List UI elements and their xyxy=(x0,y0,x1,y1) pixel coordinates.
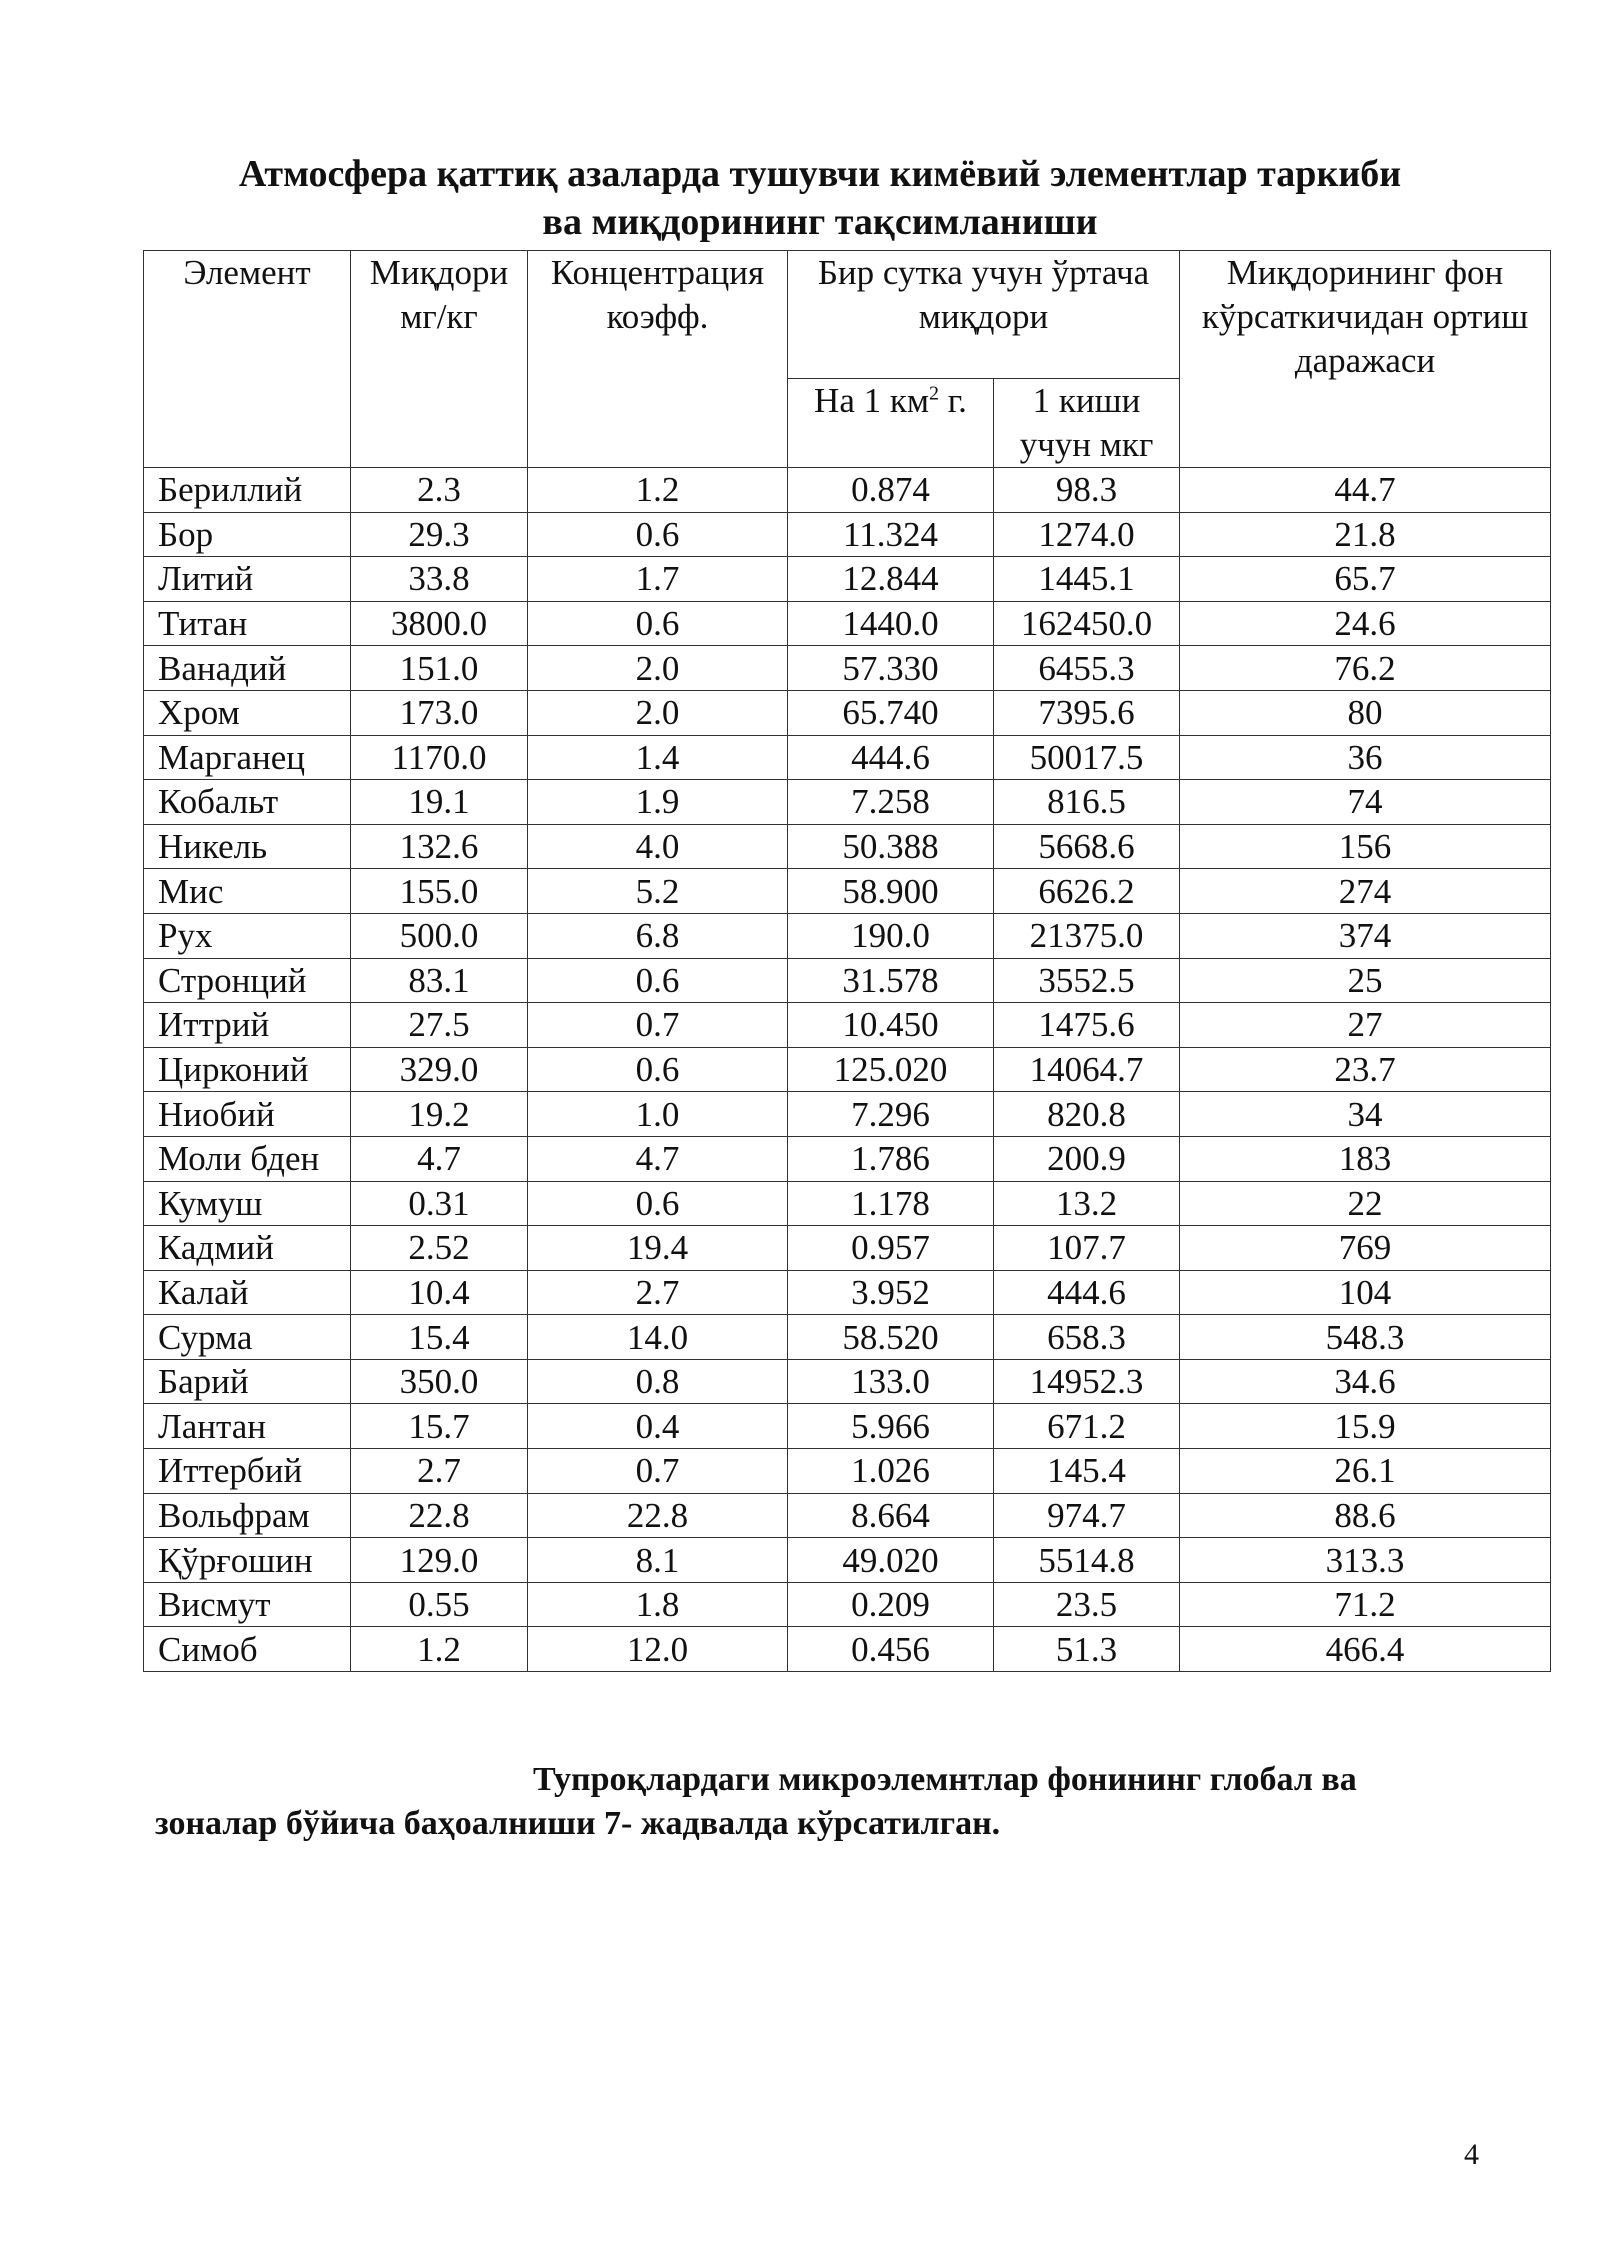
cell-amount: 0.31 xyxy=(351,1181,528,1226)
cell-per-person: 658.3 xyxy=(994,1315,1180,1360)
cell-amount: 500.0 xyxy=(351,913,528,958)
cell-excess: 21.8 xyxy=(1180,512,1551,557)
cell-element: Марганец xyxy=(144,735,351,780)
cell-excess: 34.6 xyxy=(1180,1359,1551,1404)
cell-amount: 4.7 xyxy=(351,1136,528,1181)
cell-concentration: 0.6 xyxy=(528,1047,788,1092)
cell-element: Титан xyxy=(144,601,351,646)
cell-element: Хром xyxy=(144,690,351,735)
cell-concentration: 19.4 xyxy=(528,1226,788,1271)
cell-amount: 15.4 xyxy=(351,1315,528,1360)
cell-per-person: 162450.0 xyxy=(994,601,1180,646)
cell-excess: 22 xyxy=(1180,1181,1551,1226)
cell-per-km2: 7.258 xyxy=(788,780,994,825)
cell-per-km2: 58.900 xyxy=(788,869,994,914)
cell-element: Симоб xyxy=(144,1627,351,1672)
cell-per-person: 107.7 xyxy=(994,1226,1180,1271)
cell-per-km2: 1.026 xyxy=(788,1449,994,1494)
table-body xyxy=(144,468,1551,1672)
table-row xyxy=(144,1136,1551,1181)
table-row xyxy=(144,512,1551,557)
cell-per-km2: 57.330 xyxy=(788,646,994,691)
cell-amount: 2.7 xyxy=(351,1449,528,1494)
cell-element: Кумуш xyxy=(144,1181,351,1226)
table-row xyxy=(144,1092,1551,1137)
cell-concentration: 2.0 xyxy=(528,690,788,735)
cell-per-person: 816.5 xyxy=(994,780,1180,825)
cell-concentration: 0.6 xyxy=(528,958,788,1003)
cell-amount: 151.0 xyxy=(351,646,528,691)
cell-element: Мис xyxy=(144,869,351,914)
note-line-1: Тупроқлардаги микроэлемнтлар фонининг глобал ва xyxy=(533,1761,1357,1798)
cell-element: Ванадий xyxy=(144,646,351,691)
cell-excess: 65.7 xyxy=(1180,557,1551,602)
cell-concentration: 1.8 xyxy=(528,1582,788,1627)
cell-per-person: 3552.5 xyxy=(994,958,1180,1003)
header-excess-level: Миқдорининг фон кўрсаткичидан ортиш даражаси xyxy=(1180,251,1551,468)
cell-concentration: 1.9 xyxy=(528,780,788,825)
table-row xyxy=(144,1226,1551,1271)
header-daily-average: Бир сутка учун ўртача миқдори xyxy=(788,251,1180,379)
cell-element: Висмут xyxy=(144,1582,351,1627)
cell-per-km2: 190.0 xyxy=(788,913,994,958)
cell-per-person: 50017.5 xyxy=(994,735,1180,780)
cell-per-km2: 0.957 xyxy=(788,1226,994,1271)
cell-excess: 26.1 xyxy=(1180,1449,1551,1494)
cell-per-person: 14064.7 xyxy=(994,1047,1180,1092)
cell-element: Цирконий xyxy=(144,1047,351,1092)
cell-per-km2: 65.740 xyxy=(788,690,994,735)
cell-per-person: 23.5 xyxy=(994,1582,1180,1627)
title-line-1: Атмосфера қаттиқ азаларда тушувчи кимёвий элементлар таркиби xyxy=(238,153,1402,195)
cell-element: Вольфрам xyxy=(144,1493,351,1538)
table-row xyxy=(144,1181,1551,1226)
cell-element: Иттрий xyxy=(144,1003,351,1048)
cell-concentration: 0.6 xyxy=(528,601,788,646)
cell-concentration: 0.6 xyxy=(528,512,788,557)
cell-excess: 25 xyxy=(1180,958,1551,1003)
cell-per-km2: 49.020 xyxy=(788,1538,994,1583)
cell-excess: 44.7 xyxy=(1180,468,1551,513)
cell-element: Никель xyxy=(144,824,351,869)
cell-element: Сурма xyxy=(144,1315,351,1360)
cell-amount: 0.55 xyxy=(351,1582,528,1627)
cell-excess: 183 xyxy=(1180,1136,1551,1181)
table-row xyxy=(144,1270,1551,1315)
cell-concentration: 0.6 xyxy=(528,1181,788,1226)
cell-per-person: 200.9 xyxy=(994,1136,1180,1181)
cell-amount: 33.8 xyxy=(351,557,528,602)
cell-excess: 466.4 xyxy=(1180,1627,1551,1672)
cell-amount: 329.0 xyxy=(351,1047,528,1092)
table-row xyxy=(144,1047,1551,1092)
cell-per-person: 6455.3 xyxy=(994,646,1180,691)
cell-per-person: 7395.6 xyxy=(994,690,1180,735)
cell-per-km2: 50.388 xyxy=(788,824,994,869)
cell-element: Ниобий xyxy=(144,1092,351,1137)
cell-concentration: 0.7 xyxy=(528,1003,788,1048)
footnote-text xyxy=(155,1758,1455,1846)
cell-amount: 132.6 xyxy=(351,824,528,869)
table-row xyxy=(144,557,1551,602)
table-row xyxy=(144,690,1551,735)
header-per-person: 1 киши учун мкг xyxy=(994,379,1180,468)
cell-amount: 19.2 xyxy=(351,1092,528,1137)
header-per-km2: На 1 $км^2$ г. xyxy=(788,379,994,468)
table-row xyxy=(144,735,1551,780)
note-line-2: зоналар бўйича баҳоалниши 7- жадвалда кўрсатилган. xyxy=(155,1805,1001,1842)
cell-per-km2: 31.578 xyxy=(788,958,994,1003)
cell-per-km2: 12.844 xyxy=(788,557,994,602)
cell-amount: 173.0 xyxy=(351,690,528,735)
cell-concentration: 4.7 xyxy=(528,1136,788,1181)
cell-per-person: 14952.3 xyxy=(994,1359,1180,1404)
table-row xyxy=(144,824,1551,869)
cell-per-km2: 1440.0 xyxy=(788,601,994,646)
cell-per-km2: 0.456 xyxy=(788,1627,994,1672)
cell-concentration: 2.7 xyxy=(528,1270,788,1315)
cell-element: Кадмий xyxy=(144,1226,351,1271)
cell-per-person: 820.8 xyxy=(994,1092,1180,1137)
cell-excess: 76.2 xyxy=(1180,646,1551,691)
cell-element: Барий xyxy=(144,1359,351,1404)
cell-element: Моли бден xyxy=(144,1136,351,1181)
cell-amount: 129.0 xyxy=(351,1538,528,1583)
table-row xyxy=(144,1538,1551,1583)
cell-per-person: 1475.6 xyxy=(994,1003,1180,1048)
cell-excess: 274 xyxy=(1180,869,1551,914)
cell-concentration: 1.2 xyxy=(528,468,788,513)
cell-amount: 2.52 xyxy=(351,1226,528,1271)
table-row xyxy=(144,1359,1551,1404)
cell-concentration: 0.8 xyxy=(528,1359,788,1404)
table-row xyxy=(144,601,1551,646)
cell-excess: 548.3 xyxy=(1180,1315,1551,1360)
cell-excess: 71.2 xyxy=(1180,1582,1551,1627)
cell-per-person: 13.2 xyxy=(994,1181,1180,1226)
cell-per-km2: 7.296 xyxy=(788,1092,994,1137)
cell-amount: 3800.0 xyxy=(351,601,528,646)
page-title xyxy=(140,150,1500,246)
cell-excess: 769 xyxy=(1180,1226,1551,1271)
cell-per-km2: 444.6 xyxy=(788,735,994,780)
cell-excess: 374 xyxy=(1180,913,1551,958)
cell-excess: 74 xyxy=(1180,780,1551,825)
cell-concentration: 1.0 xyxy=(528,1092,788,1137)
cell-per-km2: 58.520 xyxy=(788,1315,994,1360)
cell-concentration: 5.2 xyxy=(528,869,788,914)
cell-element: Литий xyxy=(144,557,351,602)
cell-element: Иттербий xyxy=(144,1449,351,1494)
cell-element: Стронций xyxy=(144,958,351,1003)
table-row xyxy=(144,1003,1551,1048)
cell-concentration: 22.8 xyxy=(528,1493,788,1538)
table-row xyxy=(144,646,1551,691)
table-header xyxy=(144,251,1551,468)
table-row xyxy=(144,1493,1551,1538)
cell-per-person: 1445.1 xyxy=(994,557,1180,602)
cell-per-km2: 0.209 xyxy=(788,1582,994,1627)
cell-concentration: 4.0 xyxy=(528,824,788,869)
cell-concentration: 1.4 xyxy=(528,735,788,780)
table-row xyxy=(144,468,1551,513)
cell-excess: 80 xyxy=(1180,690,1551,735)
page-number: 4 xyxy=(1464,2138,1479,2171)
table-row xyxy=(144,869,1551,914)
cell-excess: 88.6 xyxy=(1180,1493,1551,1538)
elements-table xyxy=(143,250,1551,1672)
cell-amount: 22.8 xyxy=(351,1493,528,1538)
cell-amount: 15.7 xyxy=(351,1404,528,1449)
table-row xyxy=(144,1449,1551,1494)
cell-element: Кобальт xyxy=(144,780,351,825)
cell-per-km2: 0.874 xyxy=(788,468,994,513)
header-element: Элемент xyxy=(144,251,351,468)
cell-per-person: 6626.2 xyxy=(994,869,1180,914)
cell-per-km2: 133.0 xyxy=(788,1359,994,1404)
cell-amount: 155.0 xyxy=(351,869,528,914)
table-row xyxy=(144,1404,1551,1449)
header-amount: Миқдори мг/кг xyxy=(351,251,528,468)
cell-concentration: 8.1 xyxy=(528,1538,788,1583)
cell-per-km2: 10.450 xyxy=(788,1003,994,1048)
cell-excess: 24.6 xyxy=(1180,601,1551,646)
table-row xyxy=(144,958,1551,1003)
cell-concentration: 6.8 xyxy=(528,913,788,958)
cell-excess: 36 xyxy=(1180,735,1551,780)
cell-excess: 313.3 xyxy=(1180,1538,1551,1583)
cell-amount: 19.1 xyxy=(351,780,528,825)
cell-per-km2: 3.952 xyxy=(788,1270,994,1315)
cell-amount: 350.0 xyxy=(351,1359,528,1404)
cell-amount: 1170.0 xyxy=(351,735,528,780)
cell-per-person: 444.6 xyxy=(994,1270,1180,1315)
cell-concentration: 1.7 xyxy=(528,557,788,602)
cell-concentration: 0.7 xyxy=(528,1449,788,1494)
cell-per-km2: 11.324 xyxy=(788,512,994,557)
cell-concentration: 2.0 xyxy=(528,646,788,691)
cell-excess: 23.7 xyxy=(1180,1047,1551,1092)
table-row xyxy=(144,780,1551,825)
cell-per-person: 145.4 xyxy=(994,1449,1180,1494)
header-concentration: Концентрация коэфф. xyxy=(528,251,788,468)
title-line-2: ва миқдорининг тақсимланиши xyxy=(542,201,1098,243)
cell-excess: 104 xyxy=(1180,1270,1551,1315)
cell-element: Рух xyxy=(144,913,351,958)
cell-amount: 10.4 xyxy=(351,1270,528,1315)
cell-excess: 156 xyxy=(1180,824,1551,869)
cell-per-person: 51.3 xyxy=(994,1627,1180,1672)
cell-per-person: 5668.6 xyxy=(994,824,1180,869)
cell-per-person: 974.7 xyxy=(994,1493,1180,1538)
cell-element: Лантан xyxy=(144,1404,351,1449)
cell-excess: 27 xyxy=(1180,1003,1551,1048)
cell-concentration: 14.0 xyxy=(528,1315,788,1360)
cell-amount: 2.3 xyxy=(351,468,528,513)
cell-amount: 29.3 xyxy=(351,512,528,557)
table-row xyxy=(144,913,1551,958)
cell-amount: 1.2 xyxy=(351,1627,528,1672)
cell-concentration: 12.0 xyxy=(528,1627,788,1672)
cell-per-km2: 5.966 xyxy=(788,1404,994,1449)
cell-per-person: 21375.0 xyxy=(994,913,1180,958)
cell-element: Бериллий xyxy=(144,468,351,513)
table-row xyxy=(144,1582,1551,1627)
cell-excess: 34 xyxy=(1180,1092,1551,1137)
cell-per-person: 5514.8 xyxy=(994,1538,1180,1583)
table-row xyxy=(144,1627,1551,1672)
cell-per-person: 98.3 xyxy=(994,468,1180,513)
cell-element: Қўрғошин xyxy=(144,1538,351,1583)
cell-per-km2: 125.020 xyxy=(788,1047,994,1092)
table-row xyxy=(144,1315,1551,1360)
cell-excess: 15.9 xyxy=(1180,1404,1551,1449)
cell-per-km2: 8.664 xyxy=(788,1493,994,1538)
cell-per-person: 1274.0 xyxy=(994,512,1180,557)
cell-per-person: 671.2 xyxy=(994,1404,1180,1449)
cell-amount: 83.1 xyxy=(351,958,528,1003)
cell-concentration: 0.4 xyxy=(528,1404,788,1449)
cell-amount: 27.5 xyxy=(351,1003,528,1048)
cell-per-km2: 1.178 xyxy=(788,1181,994,1226)
cell-per-km2: 1.786 xyxy=(788,1136,994,1181)
cell-element: Бор xyxy=(144,512,351,557)
cell-element: Калай xyxy=(144,1270,351,1315)
